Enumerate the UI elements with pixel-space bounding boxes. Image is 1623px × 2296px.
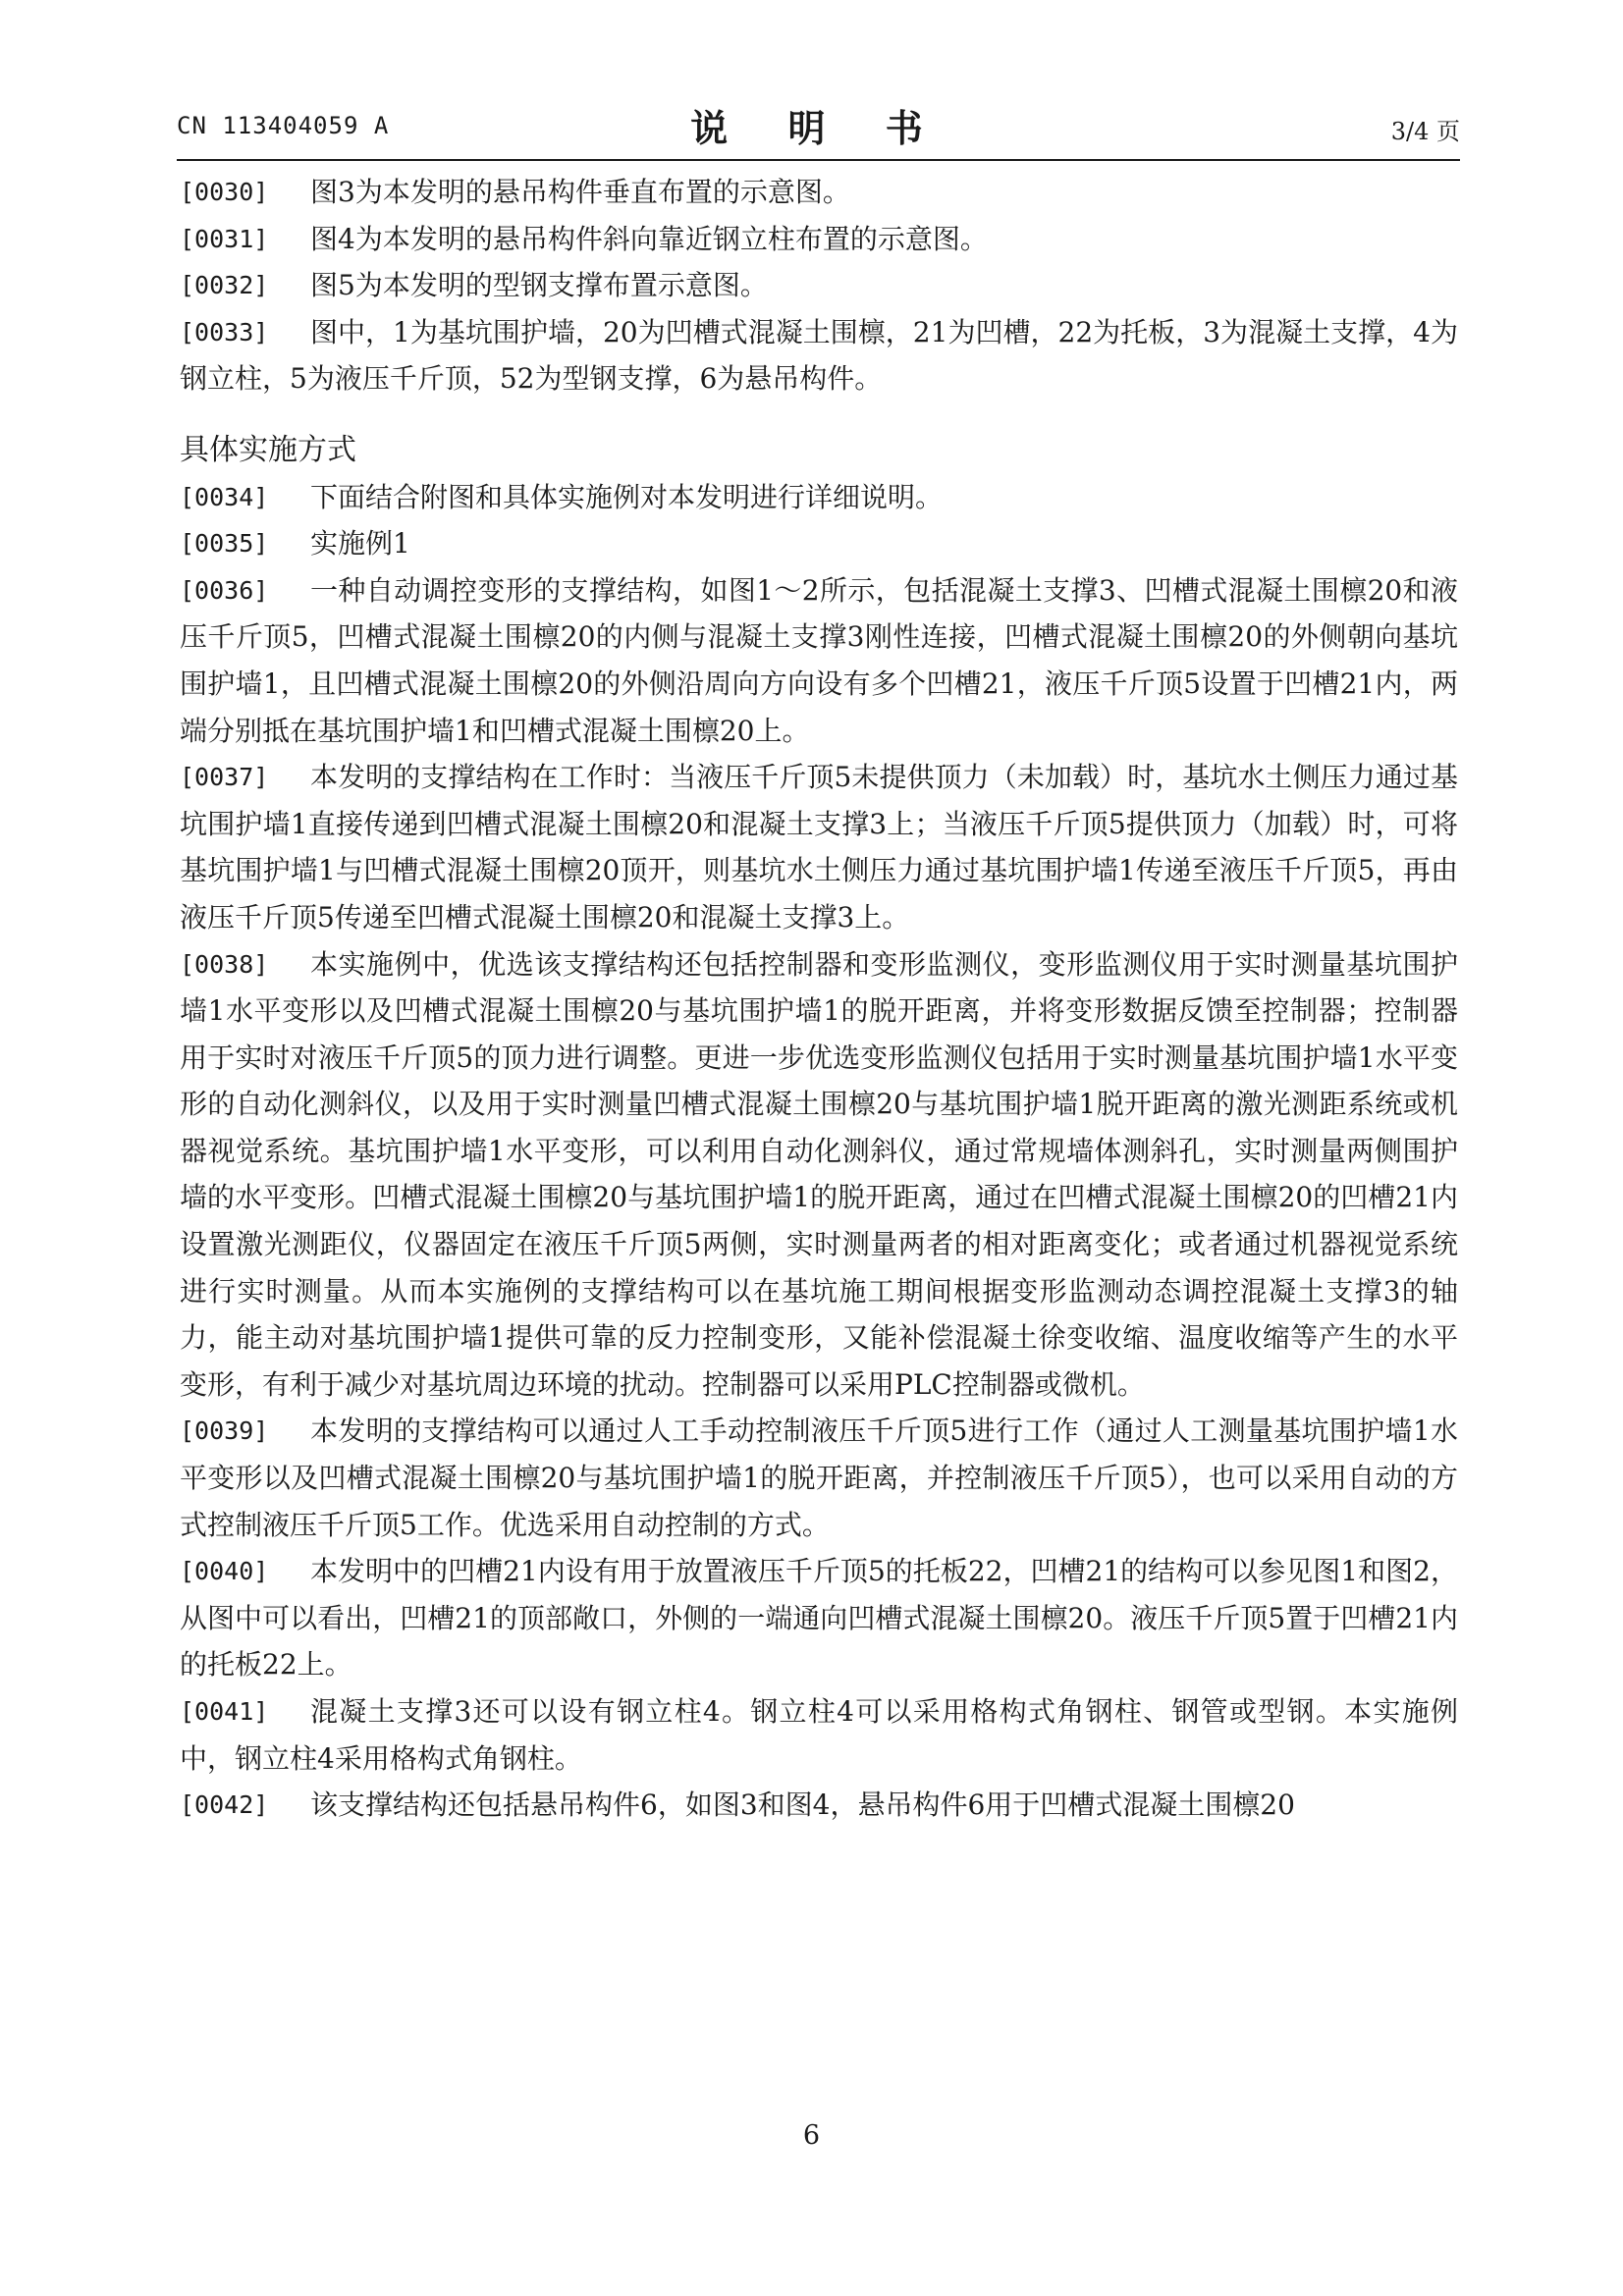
paragraph-0034 [180, 474, 1458, 521]
paragraph-number: [0037] [180, 763, 269, 792]
paragraph-text: 下面结合附图和具体实施例对本发明进行详细说明。 [310, 480, 944, 513]
paragraph-number: [0041] [180, 1697, 269, 1726]
document-body [180, 169, 1458, 1829]
paragraph-number: [0039] [180, 1416, 269, 1446]
paragraph-0038 [180, 941, 1458, 1409]
paragraph-text: 图中，1为基坑围护墙，20为凹槽式混凝土围檩，21为凹槽，22为托板，3为混凝土支撑，4为钢立柱，5为液压千斤顶，52为型钢支撑，6为悬吊构件。 [180, 315, 1458, 396]
document-title: 说 明 书 [690, 106, 947, 150]
paragraph-text: 本发明中的凹槽21内设有用于放置液压千斤顶5的托板22，凹槽21的结构可以参见图1和图2，从图中可以看出，凹槽21的顶部敞口，外侧的一端通向凹槽式混凝土围檩20。液压千斤顶5置于凹槽21内的托板22上。 [180, 1555, 1458, 1682]
paragraph-number: [0040] [180, 1557, 269, 1586]
paragraph-number: [0030] [180, 178, 269, 206]
paragraph-text: 本发明的支撑结构可以通过人工手动控制液压千斤顶5进行工作（通过人工测量基坑围护墙1水平变形以及凹槽式混凝土围檩20与基坑围护墙1的脱开距离，并控制液压千斤顶5），也可以采用自动的方式控制液压千斤顶5工作。优选采用自动控制的方式。 [180, 1415, 1458, 1541]
paragraph-number: [0031] [180, 224, 269, 253]
paragraph-number: [0042] [180, 1790, 269, 1820]
paragraph-number: [0038] [180, 949, 269, 979]
paragraph-number: [0034] [180, 482, 269, 511]
page-header [177, 98, 1460, 155]
paragraph-0032 [180, 262, 1458, 309]
paragraph-text: 实施例1 [310, 527, 410, 561]
paragraph-0033 [180, 309, 1458, 402]
paragraph-text: 图5为本发明的型钢支撑布置示意图。 [310, 269, 768, 302]
paragraph-text: 图3为本发明的悬吊构件垂直布置的示意图。 [310, 176, 850, 208]
paragraph-number: [0036] [180, 575, 269, 605]
paragraph-text: 图4为本发明的悬吊构件斜向靠近钢立柱布置的示意图。 [310, 222, 988, 255]
page-indicator: 3/4 页 [1390, 118, 1460, 145]
document-number: CN 113404059 A [177, 112, 390, 139]
paragraph-text: 本发明的支撑结构在工作时：当液压千斤顶5未提供顶力（未加载）时，基坑水土侧压力通过基坑围护墙1直接传递到凹槽式混凝土围檩20和混凝土支撑3上；当液压千斤顶5提供顶力（加载）时，可将基坑围护墙1与凹槽式混凝土围檩20顶开，则基坑水土侧压力通过基坑围护墙1传递至液压千斤顶5，再由液压千斤顶5传递至凹槽式混凝土围檩20和混凝土支撑3上。 [180, 761, 1458, 934]
paragraph-0037 [180, 754, 1458, 940]
paragraph-number: [0033] [180, 317, 269, 347]
paragraph-0041 [180, 1688, 1458, 1782]
paragraph-number: [0035] [180, 529, 269, 559]
paragraph-0039 [180, 1408, 1458, 1548]
page-number: 6 [802, 2120, 821, 2151]
paragraph-text: 该支撑结构还包括悬吊构件6，如图3和图4，悬吊构件6用于凹槽式混凝土围檩20 [310, 1789, 1295, 1822]
paragraph-0035 [180, 520, 1458, 567]
paragraph-0036 [180, 567, 1458, 754]
header-rule [177, 159, 1460, 161]
paragraph-text: 混凝土支撑3还可以设有钢立柱4。钢立柱4可以采用格构式角钢柱、钢管或型钢。本实施例中，钢立柱4采用格构式角钢柱。 [180, 1695, 1458, 1775]
paragraph-0031 [180, 216, 1458, 263]
paragraph-text: 本实施例中，优选该支撑结构还包括控制器和变形监测仪，变形监测仪用于实时测量基坑围护墙1水平变形以及凹槽式混凝土围檩20与基坑围护墙1的脱开距离，并将变形数据反馈至控制器；控制器用于实时对液压千斤顶5的顶力进行调整。更进一步优选变形监测仪包括用于实时测量基坑围护墙1水平变形的自动化测斜仪，以及用于实时测量凹槽式混凝土围檩20与基坑围护墙1脱开距离的激光测距系统或机器视觉系统。基坑围护墙1水平变形，可以利用自动化测斜仪，通过常规墙体测斜孔，实时测量两侧围护墙的水平变形。凹槽式混凝土围檩20与基坑围护墙1的脱开距离，通过在凹槽式混凝土围檩20的凹槽21内设置激光测距仪，仪器固定在液压千斤顶5两侧，实时测量两者的相对距离变化；或者通过机器视觉系统进行实时测量。从而本实施例的支撑结构可以在基坑施工期间根据变形监测动态调控混凝土支撑3的轴力，能主动对基坑围护墙1提供可靠的反力控制变形，又能补偿混凝土徐变收缩、温度收缩等产生的水平变形，有利于减少对基坑周边环境的扰动。控制器可以采用PLC控制器或微机。 [180, 947, 1458, 1401]
paragraph-number: [0032] [180, 271, 269, 300]
paragraph-0040 [180, 1548, 1458, 1688]
paragraph-0030 [180, 169, 1458, 216]
paragraph-0042 [180, 1782, 1458, 1829]
section-heading: 具体实施方式 [180, 432, 356, 467]
paragraph-text: 一种自动调控变形的支撑结构，如图1～2所示，包括混凝土支撑3、凹槽式混凝土围檩20和液压千斤顶5，凹槽式混凝土围檩20的内侧与混凝土支撑3刚性连接，凹槽式混凝土围檩20的外侧朝向基坑围护墙1，且凹槽式混凝土围檩20的外侧沿周向方向设有多个凹槽21，液压千斤顶5设置于凹槽21内，两端分别抵在基坑围护墙1和凹槽式混凝土围檩20上。 [180, 573, 1458, 747]
